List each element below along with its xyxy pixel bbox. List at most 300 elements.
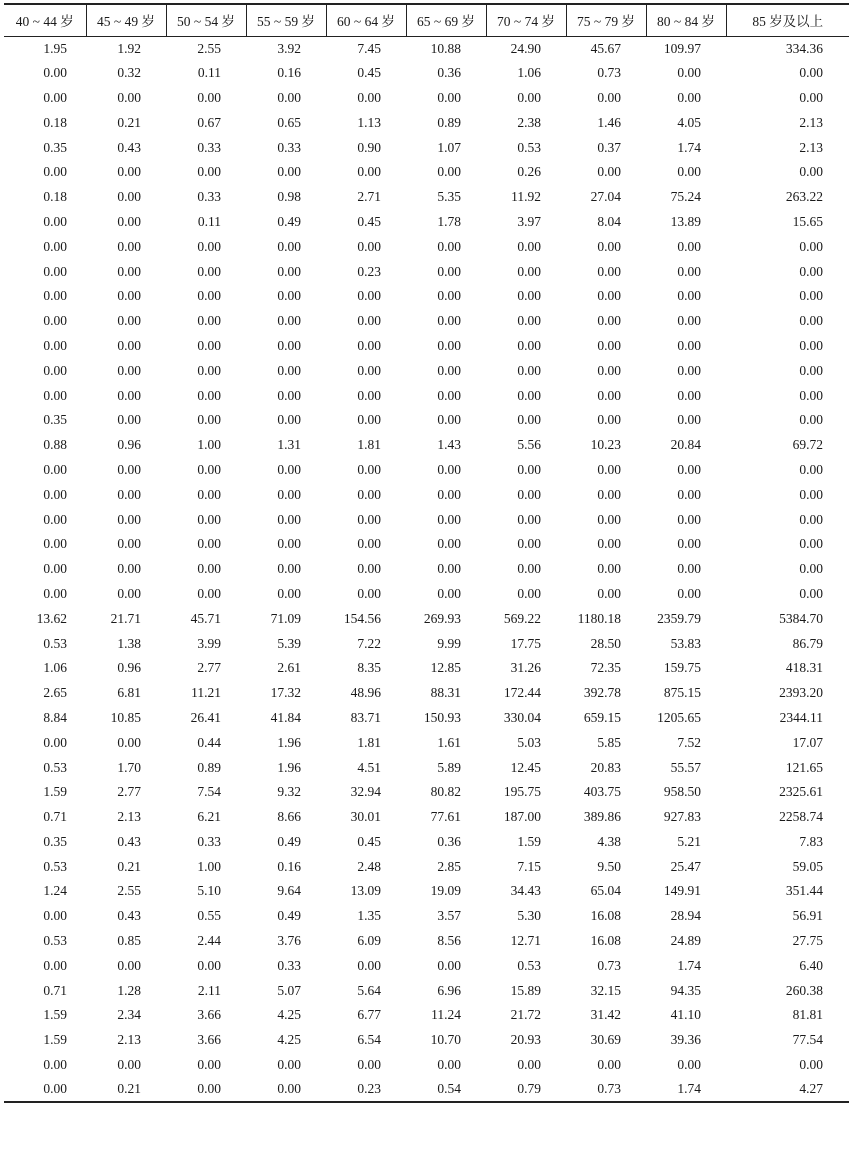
table-cell: 3.66 xyxy=(197,1007,221,1023)
table-row xyxy=(4,160,849,185)
table-cell: 0.00 xyxy=(166,1077,246,1102)
table-cell: 0.89 xyxy=(437,114,461,130)
table-row xyxy=(4,854,849,879)
table-cell: 0.00 xyxy=(197,89,221,105)
table-cell: 0.00 xyxy=(799,511,823,527)
table-cell: 0.00 xyxy=(43,585,67,601)
table-cell: 7.22 xyxy=(357,635,381,651)
table-row xyxy=(4,458,849,483)
table-cell: 0.00 xyxy=(117,536,141,552)
table-cell: 6.40 xyxy=(799,957,823,973)
table-cell: 958.50 xyxy=(663,784,701,800)
table-cell: 5.03 xyxy=(517,734,541,750)
table-cell: 0.00 xyxy=(597,313,621,329)
table-cell: 0.00 xyxy=(799,313,823,329)
table-cell: 2.13 xyxy=(799,139,823,155)
table-cell: 2.48 xyxy=(357,858,381,874)
table-cell: 0.00 xyxy=(517,585,541,601)
table-cell: 0.00 xyxy=(117,238,141,254)
table-cell: 0.00 xyxy=(197,313,221,329)
table-cell: 0.37 xyxy=(597,139,621,155)
table-cell: 12.85 xyxy=(430,660,461,676)
table-cell: 0.26 xyxy=(517,164,541,180)
table-cell: 45.71 xyxy=(190,610,221,626)
table-cell: 0.00 xyxy=(517,486,541,502)
table-cell: 1.81 xyxy=(357,437,381,453)
table-cell: 39.36 xyxy=(670,1032,701,1048)
table-cell: 0.00 xyxy=(677,461,701,477)
table-cell: 0.00 xyxy=(799,362,823,378)
table-cell: 1.28 xyxy=(117,982,141,998)
table-cell: 0.00 xyxy=(4,1077,86,1102)
table-cell: 0.00 xyxy=(677,164,701,180)
table-cell: 0.00 xyxy=(277,238,301,254)
table-cell: 0.00 xyxy=(799,561,823,577)
table-row xyxy=(4,631,849,656)
table-cell: 0.45 xyxy=(357,213,381,229)
table-cell: 0.00 xyxy=(117,189,141,205)
table-cell: 0.67 xyxy=(197,114,221,130)
table-cell: 0.00 xyxy=(597,362,621,378)
table-cell: 7.54 xyxy=(197,784,221,800)
table-cell: 0.00 xyxy=(277,561,301,577)
table-cell: 28.94 xyxy=(670,908,701,924)
table-cell: 0.00 xyxy=(197,957,221,973)
table-cell: 0.53 xyxy=(517,139,541,155)
table-cell: 1.74 xyxy=(677,139,701,155)
table-cell: 8.04 xyxy=(597,213,621,229)
table-cell: 1.59 xyxy=(517,833,541,849)
table-cell: 0.00 xyxy=(437,288,461,304)
table-cell: 2.55 xyxy=(117,883,141,899)
table-cell: 172.44 xyxy=(503,685,541,701)
table-cell: 1.74 xyxy=(646,1077,726,1102)
table-cell: 0.43 xyxy=(117,139,141,155)
table-cell: 3.66 xyxy=(197,1032,221,1048)
table-cell: 0.00 xyxy=(677,561,701,577)
table-cell: 55.57 xyxy=(670,759,701,775)
table-cell: 1.06 xyxy=(43,660,67,676)
table-cell: 0.00 xyxy=(677,387,701,403)
table-cell: 0.00 xyxy=(277,511,301,527)
table-cell: 1.35 xyxy=(357,908,381,924)
table-cell: 0.21 xyxy=(86,1077,166,1102)
table-cell: 20.84 xyxy=(670,437,701,453)
column-header: 60 ~ 64 岁 xyxy=(326,4,406,36)
table-cell: 0.00 xyxy=(517,561,541,577)
table-cell: 0.11 xyxy=(197,213,221,229)
table-row xyxy=(4,582,849,607)
table-cell: 0.00 xyxy=(357,313,381,329)
table-cell: 25.47 xyxy=(670,858,701,874)
table-cell: 0.00 xyxy=(277,412,301,428)
table-row xyxy=(4,1053,849,1078)
table-cell: 0.00 xyxy=(277,164,301,180)
table-cell: 0.00 xyxy=(437,1057,461,1073)
table-cell: 3.76 xyxy=(277,933,301,949)
table-cell: 16.08 xyxy=(590,908,621,924)
table-cell: 24.90 xyxy=(510,40,541,56)
table-cell: 0.00 xyxy=(437,387,461,403)
table-cell: 0.45 xyxy=(357,833,381,849)
table-cell: 0.00 xyxy=(677,536,701,552)
table-cell: 7.15 xyxy=(517,858,541,874)
table-cell: 1.43 xyxy=(437,437,461,453)
table-cell: 2.55 xyxy=(197,40,221,56)
table-cell: 0.00 xyxy=(197,362,221,378)
table-cell: 0.00 xyxy=(197,486,221,502)
table-cell: 109.97 xyxy=(663,40,701,56)
table-cell: 1205.65 xyxy=(657,709,701,725)
table-cell: 0.00 xyxy=(357,1057,381,1073)
table-cell: 27.75 xyxy=(792,933,823,949)
table-cell: 0.00 xyxy=(799,387,823,403)
table-row xyxy=(4,1028,849,1053)
table-cell: 0.00 xyxy=(43,561,67,577)
table-cell: 0.18 xyxy=(43,189,67,205)
table-cell: 1.00 xyxy=(197,437,221,453)
table-cell: 8.56 xyxy=(437,933,461,949)
table-cell: 12.71 xyxy=(510,933,541,949)
table-cell: 0.00 xyxy=(597,337,621,353)
table-row xyxy=(4,606,849,631)
table-cell: 6.21 xyxy=(197,809,221,825)
table-cell: 0.00 xyxy=(517,387,541,403)
table-cell: 0.00 xyxy=(357,486,381,502)
table-row xyxy=(4,334,849,359)
table-cell: 10.85 xyxy=(110,709,141,725)
table-cell: 0.00 xyxy=(43,957,67,973)
table-cell: 0.00 xyxy=(799,585,823,601)
table-cell: 159.75 xyxy=(663,660,701,676)
table-cell: 0.00 xyxy=(197,461,221,477)
table-cell: 0.35 xyxy=(43,412,67,428)
table-cell: 0.00 xyxy=(799,536,823,552)
table-cell: 0.00 xyxy=(597,585,621,601)
table-cell: 0.00 xyxy=(799,263,823,279)
table-cell: 260.38 xyxy=(785,982,823,998)
table-cell: 0.00 xyxy=(597,511,621,527)
table-cell: 0.53 xyxy=(517,957,541,973)
table-cell: 13.89 xyxy=(670,213,701,229)
table-cell: 0.00 xyxy=(43,337,67,353)
table-cell: 26.41 xyxy=(190,709,221,725)
table-cell: 0.44 xyxy=(197,734,221,750)
column-header: 55 ~ 59 岁 xyxy=(246,4,326,36)
table-row xyxy=(4,507,849,532)
column-header: 40 ~ 44 岁 xyxy=(4,4,86,36)
table-cell: 0.00 xyxy=(117,164,141,180)
table-cell: 0.43 xyxy=(117,908,141,924)
table-cell: 0.33 xyxy=(197,139,221,155)
table-cell: 2.13 xyxy=(799,114,823,130)
table-cell: 0.00 xyxy=(43,65,67,81)
table-cell: 0.33 xyxy=(197,189,221,205)
table-cell: 0.00 xyxy=(517,1057,541,1073)
table-row xyxy=(4,36,849,61)
table-cell: 69.72 xyxy=(792,437,823,453)
table-cell: 0.00 xyxy=(277,263,301,279)
table-cell: 0.65 xyxy=(277,114,301,130)
table-cell: 0.00 xyxy=(597,164,621,180)
table-cell: 0.00 xyxy=(437,585,461,601)
table-cell: 0.36 xyxy=(437,833,461,849)
table-cell: 2.13 xyxy=(117,809,141,825)
table-cell: 0.00 xyxy=(677,362,701,378)
table-cell: 6.96 xyxy=(437,982,461,998)
table-cell: 8.35 xyxy=(357,660,381,676)
table-cell: 418.31 xyxy=(785,660,823,676)
table-cell: 0.00 xyxy=(677,238,701,254)
table-cell: 0.00 xyxy=(277,536,301,552)
table-cell: 0.00 xyxy=(277,461,301,477)
table-row xyxy=(4,234,849,259)
table-cell: 30.69 xyxy=(590,1032,621,1048)
table-cell: 0.00 xyxy=(43,908,67,924)
table-cell: 2.38 xyxy=(517,114,541,130)
table-cell: 88.31 xyxy=(430,685,461,701)
table-cell: 0.00 xyxy=(277,313,301,329)
table-row xyxy=(4,383,849,408)
table-cell: 0.00 xyxy=(197,263,221,279)
table-cell: 0.33 xyxy=(197,833,221,849)
table-cell: 0.00 xyxy=(517,412,541,428)
table-cell: 2.34 xyxy=(117,1007,141,1023)
table-cell: 1.24 xyxy=(43,883,67,899)
table-cell: 0.00 xyxy=(277,288,301,304)
table-cell: 5.30 xyxy=(517,908,541,924)
table-cell: 0.00 xyxy=(43,387,67,403)
table-cell: 0.00 xyxy=(517,89,541,105)
table-cell: 9.50 xyxy=(597,858,621,874)
table-cell: 0.00 xyxy=(517,313,541,329)
table-cell: 2.13 xyxy=(117,1032,141,1048)
table-cell: 77.61 xyxy=(430,809,461,825)
table-cell: 0.35 xyxy=(43,833,67,849)
table-cell: 150.93 xyxy=(423,709,461,725)
table-cell: 0.00 xyxy=(799,89,823,105)
table-cell: 11.92 xyxy=(511,189,541,205)
table-row xyxy=(4,830,849,855)
table-cell: 0.00 xyxy=(597,536,621,552)
table-cell: 0.00 xyxy=(677,412,701,428)
table-row xyxy=(4,408,849,433)
table-cell: 0.00 xyxy=(517,536,541,552)
table-row xyxy=(4,532,849,557)
table-cell: 4.38 xyxy=(597,833,621,849)
table-row xyxy=(4,210,849,235)
table-cell: 0.00 xyxy=(43,1057,67,1073)
table-cell: 0.00 xyxy=(197,412,221,428)
table-cell: 0.00 xyxy=(799,337,823,353)
table-cell: 0.00 xyxy=(43,288,67,304)
table-cell: 0.00 xyxy=(517,461,541,477)
table-cell: 6.09 xyxy=(357,933,381,949)
table-cell: 0.00 xyxy=(117,313,141,329)
table-cell: 32.94 xyxy=(350,784,381,800)
table-cell: 21.72 xyxy=(510,1007,541,1023)
table-cell: 927.83 xyxy=(663,809,701,825)
table-cell: 0.00 xyxy=(277,1057,301,1073)
table-cell: 0.00 xyxy=(197,337,221,353)
table-cell: 48.96 xyxy=(350,685,381,701)
table-row xyxy=(4,358,849,383)
table-cell: 0.32 xyxy=(117,65,141,81)
table-cell: 0.00 xyxy=(117,461,141,477)
table-cell: 0.00 xyxy=(677,89,701,105)
table-cell: 0.00 xyxy=(597,238,621,254)
table-cell: 28.50 xyxy=(590,635,621,651)
table-cell: 0.00 xyxy=(117,511,141,527)
column-header: 75 ~ 79 岁 xyxy=(566,4,646,36)
table-cell: 0.53 xyxy=(43,858,67,874)
table-cell: 0.00 xyxy=(117,362,141,378)
table-cell: 0.00 xyxy=(117,387,141,403)
table-cell: 0.73 xyxy=(597,65,621,81)
table-cell: 0.00 xyxy=(357,164,381,180)
table-cell: 11.21 xyxy=(191,685,221,701)
table-cell: 0.00 xyxy=(117,585,141,601)
table-cell: 9.99 xyxy=(437,635,461,651)
table-cell: 6.81 xyxy=(117,685,141,701)
table-cell: 0.00 xyxy=(357,89,381,105)
table-cell: 0.90 xyxy=(357,139,381,155)
table-cell: 16.08 xyxy=(590,933,621,949)
table-cell: 0.53 xyxy=(43,933,67,949)
table-row xyxy=(4,730,849,755)
table-cell: 77.54 xyxy=(792,1032,823,1048)
table-cell: 0.00 xyxy=(277,486,301,502)
table-cell: 154.56 xyxy=(343,610,381,626)
table-cell: 0.00 xyxy=(597,561,621,577)
table-cell: 0.00 xyxy=(277,362,301,378)
table-cell: 0.00 xyxy=(197,288,221,304)
table-cell: 1.06 xyxy=(517,65,541,81)
table-cell: 1.81 xyxy=(357,734,381,750)
table-cell: 7.52 xyxy=(677,734,701,750)
data-table xyxy=(4,3,849,1103)
table-cell: 0.00 xyxy=(197,1057,221,1073)
table-cell: 9.32 xyxy=(277,784,301,800)
table-cell: 71.09 xyxy=(270,610,301,626)
table-cell: 0.00 xyxy=(117,957,141,973)
table-cell: 0.00 xyxy=(517,288,541,304)
table-row xyxy=(4,309,849,334)
table-body xyxy=(4,36,849,1102)
table-row xyxy=(4,681,849,706)
table-cell: 3.92 xyxy=(277,40,301,56)
table-cell: 41.84 xyxy=(270,709,301,725)
table-cell: 0.00 xyxy=(357,561,381,577)
table-cell: 34.43 xyxy=(510,883,541,899)
table-cell: 0.00 xyxy=(597,1057,621,1073)
table-cell: 17.32 xyxy=(270,685,301,701)
table-cell: 5.10 xyxy=(197,883,221,899)
table-cell: 0.71 xyxy=(43,982,67,998)
table-cell: 8.84 xyxy=(43,709,67,725)
table-cell: 19.09 xyxy=(430,883,461,899)
table-cell: 0.00 xyxy=(597,89,621,105)
table-cell: 1.92 xyxy=(117,40,141,56)
table-row xyxy=(4,780,849,805)
table-cell: 6.54 xyxy=(357,1032,381,1048)
table-cell: 10.23 xyxy=(590,437,621,453)
table-cell: 4.05 xyxy=(677,114,701,130)
table-cell: 0.16 xyxy=(277,65,301,81)
table-row xyxy=(4,433,849,458)
table-cell: 659.15 xyxy=(583,709,621,725)
table-row xyxy=(4,805,849,830)
table-cell: 1.70 xyxy=(117,759,141,775)
table-cell: 0.00 xyxy=(437,263,461,279)
table-cell: 0.00 xyxy=(43,213,67,229)
table-cell: 0.00 xyxy=(799,164,823,180)
table-cell: 2.11 xyxy=(197,982,221,998)
table-cell: 86.79 xyxy=(792,635,823,651)
table-cell: 0.00 xyxy=(677,1057,701,1073)
table-cell: 1.74 xyxy=(677,957,701,973)
table-cell: 0.96 xyxy=(117,660,141,676)
table-cell: 0.00 xyxy=(197,387,221,403)
table-cell: 0.43 xyxy=(117,833,141,849)
table-cell: 1.59 xyxy=(43,1007,67,1023)
table-cell: 5.21 xyxy=(677,833,701,849)
table-cell: 10.88 xyxy=(430,40,461,56)
table-cell: 83.71 xyxy=(350,709,381,725)
table-cell: 2.77 xyxy=(117,784,141,800)
table-cell: 263.22 xyxy=(785,189,823,205)
table-cell: 20.83 xyxy=(590,759,621,775)
table-cell: 4.27 xyxy=(726,1077,849,1102)
table-cell: 80.82 xyxy=(430,784,461,800)
column-header: 70 ~ 74 岁 xyxy=(486,4,566,36)
table-cell: 3.97 xyxy=(517,213,541,229)
table-cell: 45.67 xyxy=(590,40,621,56)
table-cell: 41.10 xyxy=(670,1007,701,1023)
table-cell: 2.77 xyxy=(197,660,221,676)
table-cell: 0.00 xyxy=(437,362,461,378)
table-cell: 1.96 xyxy=(277,734,301,750)
table-cell: 7.83 xyxy=(799,833,823,849)
table-cell: 0.00 xyxy=(117,288,141,304)
table-cell: 0.00 xyxy=(799,461,823,477)
table-cell: 32.15 xyxy=(590,982,621,998)
table-cell: 5384.70 xyxy=(779,610,823,626)
table-cell: 13.62 xyxy=(36,610,67,626)
table-row xyxy=(4,755,849,780)
table-cell: 0.00 xyxy=(117,486,141,502)
table-cell: 0.21 xyxy=(117,858,141,874)
table-cell: 0.16 xyxy=(277,858,301,874)
table-cell: 12.45 xyxy=(510,759,541,775)
table-cell: 0.00 xyxy=(677,263,701,279)
table-cell: 3.57 xyxy=(437,908,461,924)
table-cell: 1.13 xyxy=(357,114,381,130)
table-cell: 0.00 xyxy=(357,536,381,552)
table-cell: 0.73 xyxy=(597,957,621,973)
table-cell: 0.36 xyxy=(437,65,461,81)
table-cell: 0.33 xyxy=(277,139,301,155)
table-cell: 15.65 xyxy=(792,213,823,229)
table-row xyxy=(4,185,849,210)
table-cell: 0.00 xyxy=(357,585,381,601)
table-cell: 17.75 xyxy=(510,635,541,651)
table-cell: 0.00 xyxy=(117,213,141,229)
table-cell: 20.93 xyxy=(510,1032,541,1048)
table-cell: 0.00 xyxy=(437,313,461,329)
table-cell: 0.00 xyxy=(799,412,823,428)
table-cell: 2258.74 xyxy=(779,809,823,825)
